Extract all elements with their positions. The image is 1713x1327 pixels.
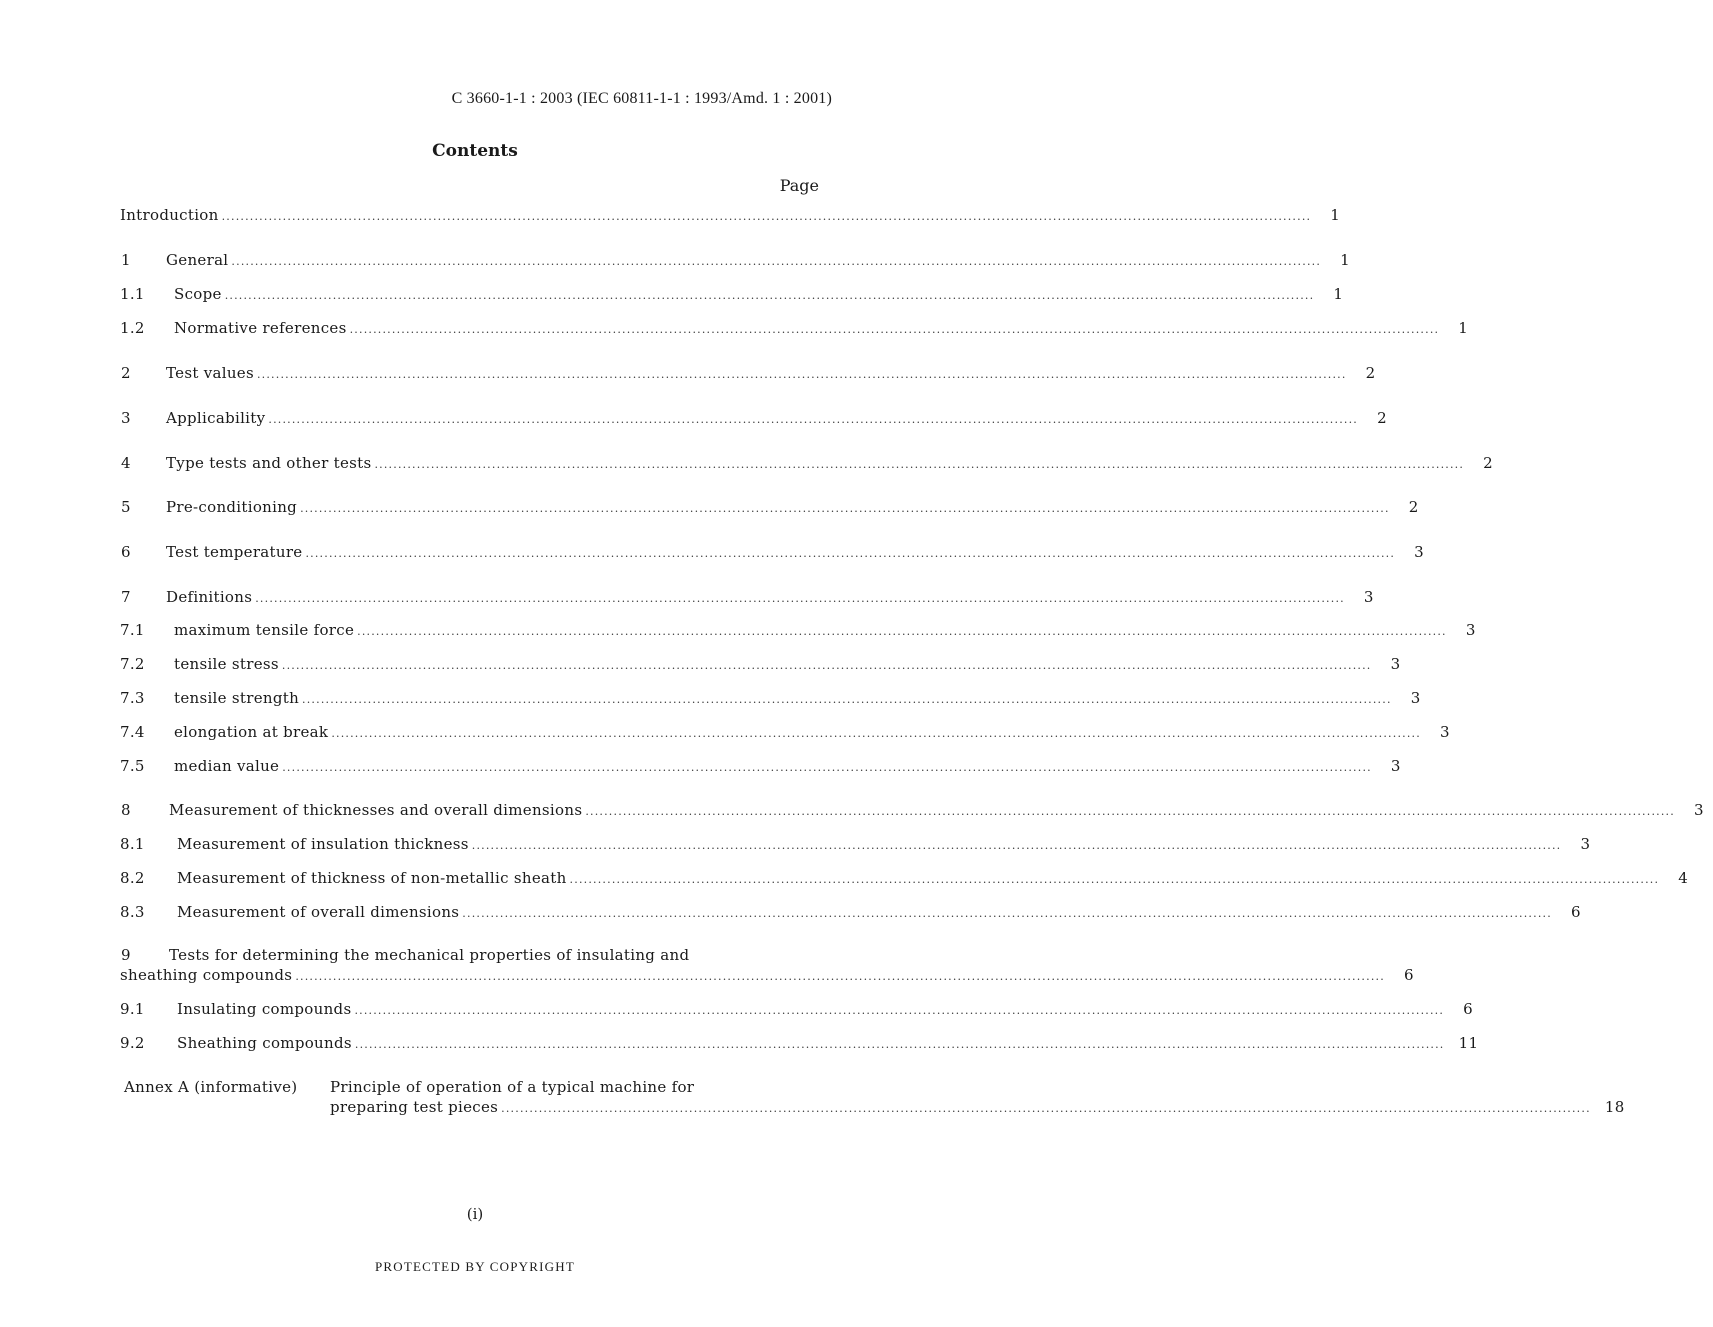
toc-entry-section-8-3[interactable] bbox=[120, 903, 1581, 925]
toc-entry-section-1-2[interactable] bbox=[120, 319, 1469, 341]
toc-entry-title: Definitions bbox=[166, 588, 253, 606]
dot-leader: ........................................................................................................................................................................................................................................ bbox=[471, 839, 1562, 852]
copyright-notice: PROTECTED BY COPYRIGHT bbox=[375, 1259, 575, 1274]
toc-entry-introduction[interactable] bbox=[120, 206, 1341, 228]
toc-entry-page: 4 bbox=[1678, 869, 1689, 887]
toc-entry-number: 8.1 bbox=[120, 835, 145, 853]
dot-leader: ........................................................................................................................................................................................................................................ bbox=[231, 255, 1322, 268]
toc-entry-page: 3 bbox=[1440, 723, 1450, 741]
toc-entry-number: 1 bbox=[121, 251, 131, 269]
toc-entry-section-1[interactable] bbox=[120, 251, 1350, 273]
toc-entry-page: 2 bbox=[1377, 409, 1387, 427]
contents-title: Contents bbox=[432, 141, 518, 161]
dot-leader: ........................................................................................................................................................................................................................................ bbox=[374, 458, 1465, 471]
toc-entry-number: 7.1 bbox=[120, 621, 145, 639]
dot-leader: ........................................................................................................................................................................................................................................ bbox=[305, 547, 1396, 560]
toc-entry-title: Test values bbox=[166, 364, 254, 382]
toc-entry-title: General bbox=[166, 251, 229, 269]
toc-entry-title-line2: preparing test pieces bbox=[330, 1098, 499, 1116]
dot-leader: ........................................................................................................................................................................................................................................ bbox=[354, 1038, 1445, 1051]
toc-entry-section-8-2[interactable] bbox=[120, 869, 1689, 891]
toc-entry-section-7-2[interactable] bbox=[120, 655, 1401, 677]
toc-entry-number: 9.1 bbox=[120, 1000, 145, 1018]
toc-entry-title-line1: Principle of operation of a typical machine for bbox=[330, 1078, 695, 1096]
toc-entry-title: Pre-conditioning bbox=[166, 498, 298, 516]
toc-entry-page: 3 bbox=[1580, 835, 1591, 853]
dot-leader: ........................................................................................................................................................................................................................................ bbox=[331, 727, 1421, 740]
toc-entry-number: 7.2 bbox=[120, 655, 145, 673]
dot-leader: ........................................................................................................................................................................................................................................ bbox=[349, 323, 1440, 336]
toc-entry-section-5[interactable] bbox=[120, 498, 1419, 520]
document-header-reference: C 3660-1-1 : 2003 (IEC 60811-1-1 : 1993/Amd. 1 : 2001) bbox=[451, 90, 832, 107]
annex-label: Annex A (informative) bbox=[124, 1078, 298, 1096]
toc-entry-page: 6 bbox=[1404, 966, 1414, 984]
toc-entry-section-1-1[interactable] bbox=[120, 285, 1344, 307]
dot-leader: ........................................................................................................................................................................................................................................ bbox=[268, 413, 1358, 426]
toc-entry-title: Type tests and other tests bbox=[166, 454, 372, 472]
toc-entry-page: 3 bbox=[1694, 801, 1704, 819]
toc-entry-title: Measurement of insulation thickness bbox=[177, 835, 469, 853]
toc-entry-number: 1.2 bbox=[120, 319, 145, 337]
toc-entry-section-9-2[interactable] bbox=[120, 1034, 1479, 1056]
toc-entry-page: 2 bbox=[1365, 364, 1376, 382]
toc-entry-title: Scope bbox=[174, 285, 222, 303]
toc-entry-title: Test temperature bbox=[166, 543, 303, 561]
toc-entry-page: 3 bbox=[1410, 689, 1421, 707]
toc-entry-title: maximum tensile force bbox=[174, 621, 355, 639]
dot-leader: ........................................................................................................................................................................................................................................ bbox=[281, 659, 1372, 672]
dot-leader: ........................................................................................................................................................................................................................................ bbox=[255, 592, 1345, 605]
toc-entry-section-4[interactable] bbox=[120, 454, 1493, 476]
toc-entry-title: Insulating compounds bbox=[177, 1000, 352, 1018]
toc-entry-section-2[interactable] bbox=[120, 364, 1376, 386]
toc-entry-number: 5 bbox=[121, 498, 131, 516]
toc-entry-page: 1 bbox=[1333, 285, 1344, 303]
toc-entry-title: median value bbox=[174, 757, 280, 775]
toc-entry-number: 4 bbox=[121, 454, 131, 472]
dot-leader: ........................................................................................................................................................................................................................................ bbox=[282, 761, 1372, 774]
toc-entry-annex-a[interactable] bbox=[120, 1078, 1625, 1120]
dot-leader: ........................................................................................................................................................................................................................................ bbox=[357, 625, 1447, 638]
toc-entry-title: Introduction bbox=[120, 206, 219, 224]
toc-entry-page: 6 bbox=[1570, 903, 1581, 921]
toc-entry-number: 9.2 bbox=[120, 1034, 145, 1052]
toc-entry-page: 3 bbox=[1390, 655, 1401, 673]
dot-leader: ........................................................................................................................................................................................................................................ bbox=[295, 970, 1385, 983]
dot-leader: ........................................................................................................................................................................................................................................ bbox=[224, 289, 1315, 302]
toc-entry-number: 7.3 bbox=[120, 689, 145, 707]
toc-entry-page: 1 bbox=[1458, 319, 1469, 337]
toc-entry-page: 2 bbox=[1483, 454, 1493, 472]
page-column-label: Page bbox=[779, 176, 819, 195]
toc-entry-section-7-5[interactable] bbox=[120, 757, 1401, 779]
dot-leader: ........................................................................................................................................................................................................................................ bbox=[302, 693, 1392, 706]
toc-entry-title: Normative references bbox=[174, 319, 347, 337]
toc-entry-number: 6 bbox=[121, 543, 131, 561]
toc-entry-section-8-1[interactable] bbox=[120, 835, 1591, 857]
toc-entry-title: Measurement of thicknesses and overall dimensions bbox=[169, 801, 583, 819]
toc-entry-title: Measurement of thickness of non-metallic sheath bbox=[177, 869, 567, 887]
dot-leader: ........................................................................................................................................................................................................................................ bbox=[300, 502, 1390, 515]
toc-entry-section-8[interactable] bbox=[120, 801, 1704, 823]
toc-entry-number: 8.3 bbox=[120, 903, 145, 921]
toc-entry-title: Sheathing compounds bbox=[177, 1034, 352, 1052]
toc-entry-section-9-1[interactable] bbox=[120, 1000, 1473, 1022]
toc-entry-title: Applicability bbox=[166, 409, 266, 427]
toc-entry-page: 3 bbox=[1363, 588, 1374, 606]
dot-leader: ........................................................................................................................................................................................................................................ bbox=[569, 873, 1660, 886]
toc-entry-page: 2 bbox=[1408, 498, 1419, 516]
toc-entry-section-9[interactable] bbox=[120, 946, 1414, 988]
toc-entry-number: 7.5 bbox=[120, 757, 145, 775]
toc-entry-section-7-4[interactable] bbox=[120, 723, 1450, 745]
toc-entry-title: tensile stress bbox=[174, 655, 279, 673]
toc-entry-number: 9 bbox=[121, 946, 131, 964]
toc-entry-number: 1.1 bbox=[120, 285, 145, 303]
toc-entry-page: 3 bbox=[1414, 543, 1424, 561]
page-number: (i) bbox=[466, 1205, 484, 1223]
toc-entry-title: elongation at break bbox=[174, 723, 329, 741]
toc-entry-section-7-1[interactable] bbox=[120, 621, 1476, 643]
toc-entry-number: 2 bbox=[121, 364, 131, 382]
toc-entry-page: 11 bbox=[1458, 1034, 1479, 1052]
toc-entry-section-7[interactable] bbox=[120, 588, 1374, 610]
toc-entry-page: 3 bbox=[1390, 757, 1401, 775]
toc-entry-title-line2: sheathing compounds bbox=[120, 966, 293, 984]
toc-entry-title-line1: Tests for determining the mechanical properties of insulating and bbox=[169, 946, 690, 964]
dot-leader: ........................................................................................................................................................................................................................................ bbox=[256, 368, 1347, 381]
toc-entry-number: 3 bbox=[121, 409, 131, 427]
dot-leader: ........................................................................................................................................................................................................................................ bbox=[221, 210, 1312, 223]
toc-entry-page: 18 bbox=[1604, 1098, 1625, 1116]
toc-entry-number: 8 bbox=[121, 801, 131, 819]
toc-entry-page: 6 bbox=[1463, 1000, 1473, 1018]
dot-leader: ........................................................................................................................................................................................................................................ bbox=[354, 1004, 1445, 1017]
toc-entry-section-6[interactable] bbox=[120, 543, 1424, 565]
dot-leader: ........................................................................................................................................................................................................................................ bbox=[585, 805, 1675, 818]
toc-entry-page: 1 bbox=[1340, 251, 1350, 269]
toc-entry-section-7-3[interactable] bbox=[120, 689, 1421, 711]
dot-leader: ........................................................................................................................................................................................................................................ bbox=[501, 1102, 1591, 1115]
toc-entry-number: 7 bbox=[121, 588, 131, 606]
toc-entry-title: Measurement of overall dimensions bbox=[177, 903, 460, 921]
toc-entry-number: 8.2 bbox=[120, 869, 145, 887]
toc-entry-section-3[interactable] bbox=[120, 409, 1387, 431]
toc-entry-page: 3 bbox=[1465, 621, 1476, 639]
toc-entry-title: tensile strength bbox=[174, 689, 300, 707]
toc-entry-number: 7.4 bbox=[120, 723, 145, 741]
dot-leader: ........................................................................................................................................................................................................................................ bbox=[462, 907, 1552, 920]
toc-entry-page: 1 bbox=[1330, 206, 1341, 224]
